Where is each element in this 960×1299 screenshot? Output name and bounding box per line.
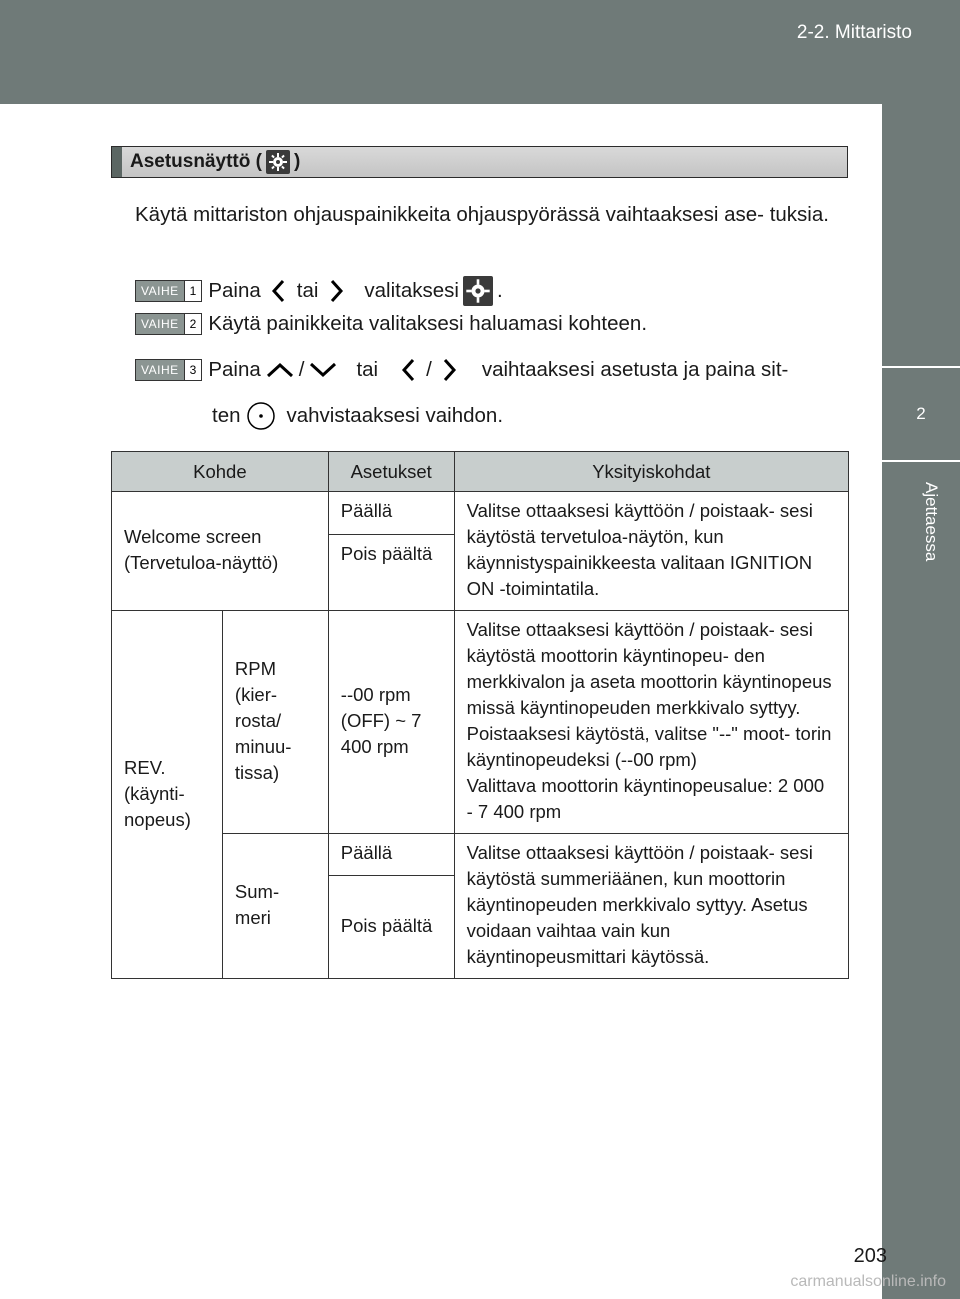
step-3-text-2: tai (356, 358, 379, 381)
chevron-up-icon (265, 359, 295, 381)
rev-item: REV. (käynti- nopeus) (112, 611, 223, 979)
intro-text: Käytä mittariston ohjauspainikkeita ohjauspyörässä vaihtaaksesi ase- tuksia. (135, 203, 829, 226)
chevron-right-icon (436, 356, 462, 384)
section-title-suffix: ) (293, 151, 301, 172)
step-3-line-2 (212, 400, 503, 432)
section-title-prefix: Asetusnäyttö ( (130, 151, 262, 172)
welcome-off: Pois päältä (328, 534, 454, 610)
step-3-text-5: vahvistaaksesi vaihdon. (286, 404, 504, 427)
step-2-text: Käytä painikkeita valitaksesi haluamasi kohteen. (208, 312, 648, 335)
section-header: 2-2. Mittaristo (796, 22, 912, 43)
step-badge: VAIHE 1 (135, 280, 202, 302)
chevron-left-icon (396, 356, 422, 384)
rpm-details-1: Valitse ottaaksesi käyttöön / poistaak- sesi käytöstä moottorin käyntinopeu- den merkkivalon ja aseta moottorin käyntinopeus missä käyntinopeuden merkkivalo syttyy. (466, 619, 832, 718)
welcome-on: Päällä (328, 492, 454, 535)
slash: / (426, 358, 432, 381)
header-band (0, 0, 960, 104)
header-item: Kohde (112, 452, 329, 492)
section-title (111, 146, 848, 178)
buzzer-label: Sum- meri (222, 834, 328, 979)
step-1 (135, 276, 503, 306)
step-1-text-3: valitaksesi (364, 279, 459, 302)
side-tab-top (882, 104, 960, 366)
step-3 (135, 356, 788, 384)
step-1-text-2: tai (296, 279, 319, 302)
chevron-right-icon (322, 277, 350, 305)
title-bar-marker (112, 147, 122, 177)
watermark: carmanualsonline.info (790, 1273, 946, 1290)
table-row (112, 611, 849, 834)
page-number: 203 (853, 1245, 887, 1267)
step-1-text-4: . (496, 279, 503, 302)
buzzer-details: Valitse ottaaksesi käyttöön / poistaak- sesi käytöstä summeriäänen, kun moottorin käyntinopeuden merkkivalo syttyy. Asetus voidaan vaihtaa vain kun käyntinopeusmittari käytössä. (454, 834, 848, 979)
slash: / (298, 358, 305, 381)
rpm-setting: --00 rpm (OFF) ~ 7 400 rpm (328, 611, 454, 834)
buzzer-off: Pois päältä (328, 875, 454, 978)
step-badge: VAIHE 3 (135, 359, 202, 381)
header-details: Yksityiskohdat (454, 452, 848, 492)
table-row (112, 834, 849, 876)
welcome-item: Welcome screen (Tervetuloa-näyttö) (112, 492, 329, 611)
chevron-left-icon (265, 277, 293, 305)
rpm-details-2: Poistaaksesi käytöstä, valitse "--" moot- torin käyntinopeudeksi (--00 rpm) (466, 723, 832, 770)
header-settings: Asetukset (328, 452, 454, 492)
step-1-text-1: Paina (208, 279, 261, 302)
chapter-number: 2 (882, 368, 960, 460)
step-2 (135, 312, 647, 336)
step-3-text-3: vaihtaaksesi asetusta ja paina sit- (481, 358, 789, 381)
step-3-text-1: Paina (208, 358, 261, 381)
side-tab-bottom (882, 462, 960, 1299)
rpm-label: RPM (kier- rosta/ minuu- tissa) (222, 611, 328, 834)
welcome-details: Valitse ottaaksesi käyttöön / poistaak- sesi käytöstä tervetuloa-näytön, kun käynnistyspainikkeesta valitaan IGNITION ON -toimintatila. (454, 492, 848, 611)
step-3-text-4: ten (212, 404, 241, 427)
gear-icon (463, 276, 493, 306)
rpm-details (454, 611, 848, 834)
table-header-row (112, 452, 849, 492)
enter-button-icon (245, 400, 277, 432)
settings-table (111, 451, 849, 979)
rpm-details-3: Valittava moottorin käyntinopeusalue: 2 000 - 7 400 rpm (466, 775, 825, 822)
buzzer-on: Päällä (328, 834, 454, 876)
chapter-title: Ajettaessa (922, 482, 941, 562)
chevron-down-icon (308, 359, 338, 381)
step-badge: VAIHE 2 (135, 313, 202, 335)
table-row (112, 492, 849, 535)
gear-icon (266, 150, 290, 174)
